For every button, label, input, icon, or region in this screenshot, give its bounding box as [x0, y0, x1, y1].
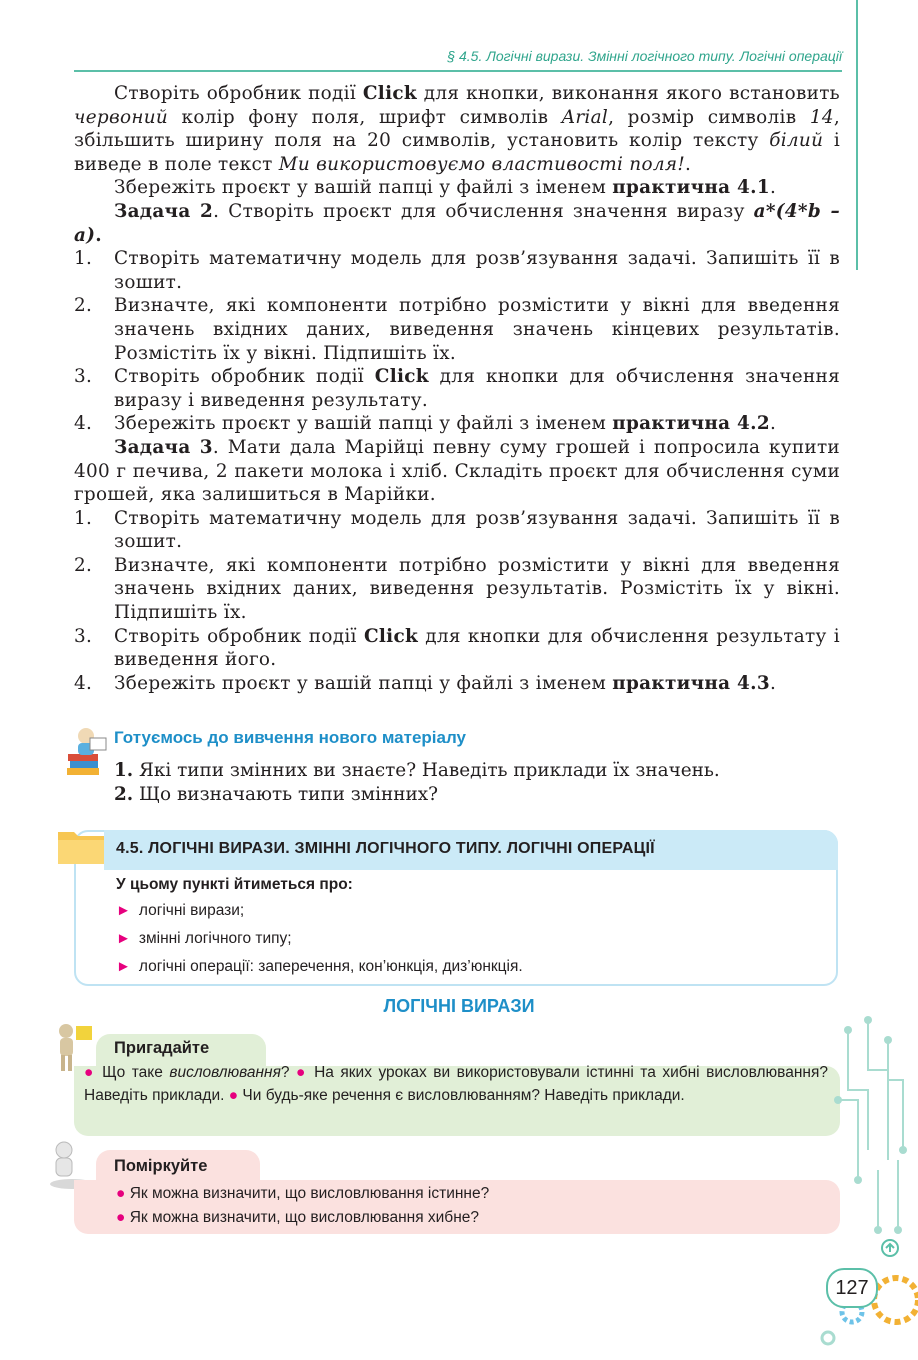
think-item: ● Як можна визначити, що висловлювання хибне?	[116, 1209, 479, 1226]
prep-title: Готуємось до вивчення нового матеріалу	[114, 728, 466, 747]
prep-question-1: 1. Які типи змінних ви знаєте? Наведіть приклади їх значень.	[114, 760, 720, 781]
running-head: § 4.5. Логічні вирази. Змінні логічного типу. Логічні операції	[74, 48, 842, 72]
recall-title: Пригадайте	[114, 1039, 210, 1057]
margin-rule	[856, 0, 858, 270]
section-box	[74, 830, 838, 986]
think-text	[116, 1182, 489, 1230]
think-item: ● Як можна визначити, що висловлювання істинне?	[116, 1185, 490, 1202]
triangle-bullet-icon: ►	[116, 958, 131, 975]
topic-item: ► змінні логічного типу;	[116, 930, 292, 947]
list-item: 2. Визначте, які компоненти потрібно розмістити у вікні для введення значень вхідних даних, виведення результатів. Розмістіть їх у вікні. Підпишіть їх.	[74, 554, 840, 624]
bullet-dot-icon: ●	[116, 1185, 126, 1202]
task-2: Задача 2. Створіть проєкт для обчислення значення виразу a*(4*b – a).	[74, 200, 840, 246]
books-icon	[64, 724, 110, 776]
list-item: 1. Створіть математичну модель для розв’язування задачі. Запишіть її в зошит.	[74, 248, 840, 293]
list-item: 1. Створіть математичну модель для розв’язування задачі. Запишіть її в зошит.	[74, 507, 840, 553]
list-item: 3. Створіть обробник події Click для кнопки для обчислення результату і виведення його.	[74, 625, 840, 671]
list-item: 2. Визначте, які компоненти потрібно розмістити у вікні для введення значень вхідних даних, виведення значень кінцевих результатів. Розмістіть їх у вікні. Підпишіть їх.	[74, 295, 840, 364]
body-text	[74, 82, 840, 695]
list-item: 4. Збережіть проєкт у вашій папці у файлі з іменем практична 4.2.	[74, 413, 777, 435]
bullet-dot-icon: ●	[116, 1209, 126, 1226]
section-header	[104, 830, 838, 870]
bullet-dot-icon: ●	[296, 1064, 308, 1081]
folder-icon	[56, 826, 106, 866]
recall-text: ● Що таке висловлювання? ● На яких уроках ви використовували істинні та хибні висловлювання? Наведіть приклади. ● Чи будь-яке речення є висловлюванням? Наведіть приклади.	[84, 1064, 828, 1104]
paragraph-2: Збережіть проєкт у вашій папці у файлі з іменем практична 4.1.	[114, 177, 777, 199]
bullet-dot-icon: ●	[84, 1064, 96, 1081]
subheading: ЛОГІЧНІ ВИРАЗИ	[383, 996, 535, 1016]
section-topics	[116, 902, 523, 986]
paragraph-1: Створіть обробник події Click для кнопки, виконання якого встановить червоний колір фону поля, шрифт символів Arial, розмір символів 14, збільшить ширину поля на 20 символів, установить колір тексту білий і виведе в поле текст Ми використовуємо властивості поля!.	[74, 83, 840, 175]
section-title: 4.5. ЛОГІЧНІ ВИРАЗИ. ЗМІННІ ЛОГІЧНОГО ТИПУ. ЛОГІЧНІ ОПЕРАЦІЇ	[116, 840, 655, 857]
task-3: Задача 3. Мати дала Марійці певну суму грошей і попросила купити 400 г печива, 2 пакети молока і хліб. Складіть проєкт для обчислення суми грошей, яка залишиться в Марійки.	[74, 436, 840, 506]
triangle-bullet-icon: ►	[116, 902, 131, 919]
prep-question-2: 2. Що визначають типи змінних?	[114, 784, 438, 805]
list-item: 3. Створіть обробник події Click для кнопки для обчислення значення виразу і виведення результату.	[74, 366, 840, 411]
triangle-bullet-icon: ►	[116, 930, 131, 947]
topic-item: ► логічні вирази;	[116, 902, 245, 919]
topic-item: ► логічні операції: заперечення, кон’юнкція, диз’юнкція.	[116, 958, 523, 975]
think-title: Поміркуйте	[114, 1157, 208, 1175]
page-number: 127	[826, 1268, 878, 1308]
section-intro: У цьому пункті йтиметься про:	[116, 876, 353, 893]
list-item: 4. Збережіть проєкт у вашій папці у файлі з іменем практична 4.3.	[74, 672, 777, 694]
bullet-dot-icon: ●	[228, 1087, 239, 1104]
